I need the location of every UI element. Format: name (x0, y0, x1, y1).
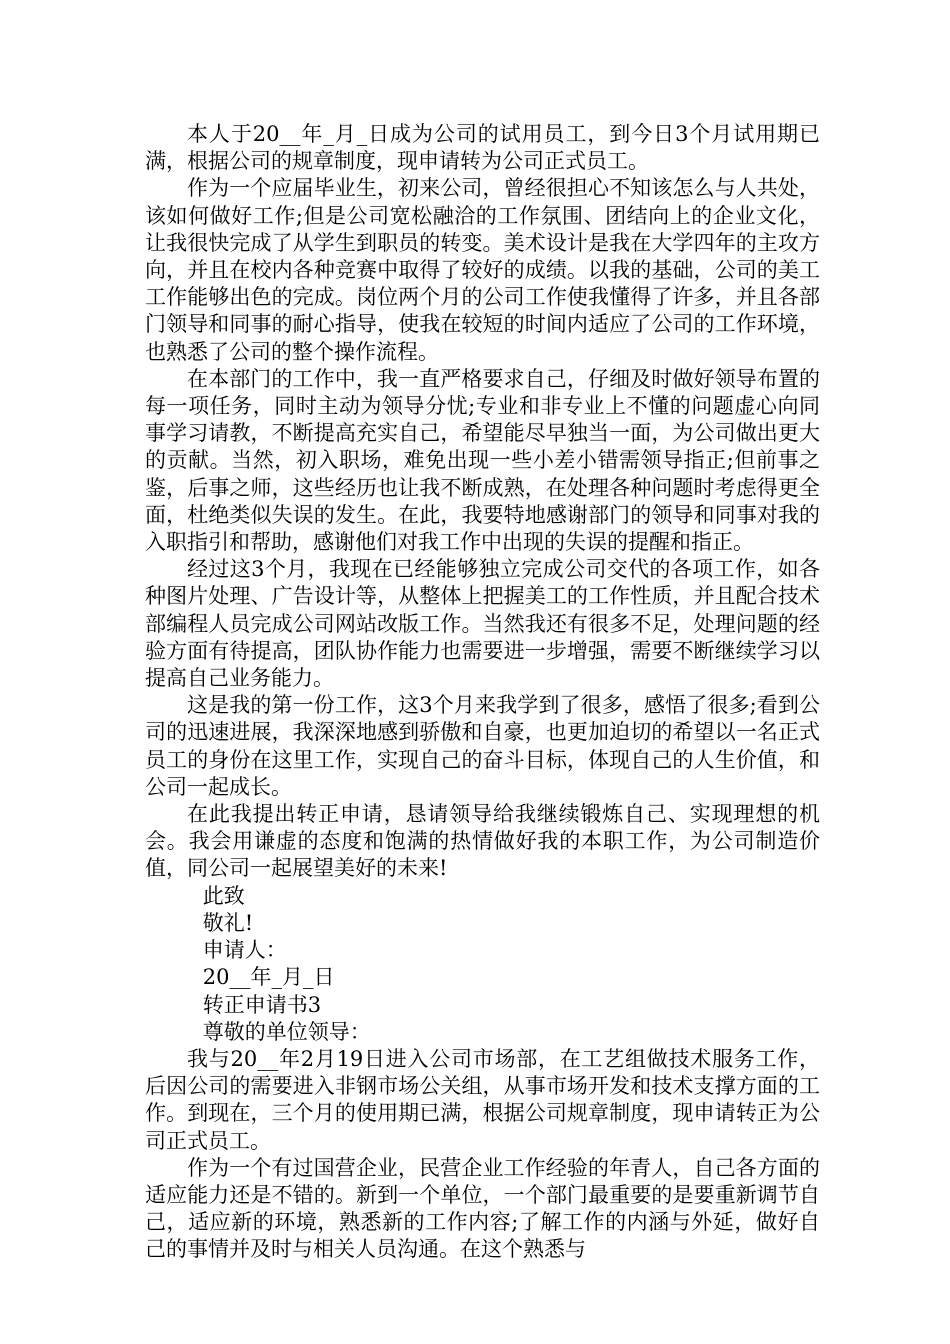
section-heading: 转正申请书3 (202, 992, 322, 1017)
paragraph-market-department: 我与20__年2月19日进入公司市场部，在工艺组做技术服务工作，后因公司的需要进入非钢市场公关组，从事市场开发和技术支撑方面的工作。到现在，三个月的使用期已满，根据公司规章制度，现申请转正为公司正式员工。 (145, 1046, 820, 1153)
paragraph-department-work: 在本部门的工作中，我一直严格要求自己，仔细及时做好领导布置的每一项任务，同时主动为领导分忧;专业和非专业上不懂的问题虚心向同事学习请教，不断提高充实自己，希望能尽早独当一面，为公司做出更大的贡献。当然，初入职场，难免出现一些小差小错需领导指正;但前事之鉴，后事之师，这些经历也让我不断成熟，在处理各种问题时考虑得更全面，杜绝类似失误的发生。在此，我要特地感谢部门的领导和同事对我的入职指引和帮助，感谢他们对我工作中出现的失误的提醒和指正。 (145, 366, 820, 555)
paragraph-achievements: 经过这3个月，我现在已经能够独立完成公司交代的各项工作，如各种图片处理、广告设计等，从整体上把握美工的工作性质，并且配合技术部编程人员完成公司网站改版工作。当然我还有很多不足，处理问题的经验方面有待提高，团队协作能力也需要进一步增强，需要不断继续学习以提高自己业务能力。 (145, 557, 820, 691)
paragraph-adaptation: 作为一个应届毕业生，初来公司，曾经很担心不知该怎么与人共处，该如何做好工作;但是公司宽松融洽的工作氛围、团结向上的企业文化，让我很快完成了从学生到职员的转变。美术设计是我在大学四年的主攻方向，并且在校内各种竞赛中取得了较好的成绩。以我的基础，公司的美工工作能够出色的完成。岗位两个月的公司工作使我懂得了许多，并且各部门领导和同事的耐心指导，使我在较短的时间内适应了公司的工作环境，也熟悉了公司的整个操作流程。 (145, 176, 820, 364)
document-body (145, 121, 820, 1264)
greeting: 尊敬的单位领导： (202, 1019, 371, 1044)
date-line: 20__年_月_日 (202, 965, 335, 990)
applicant-label: 申请人： (202, 938, 287, 963)
paragraph-experience: 作为一个有过国营企业，民营企业工作经验的年青人，自己各方面的适应能力还是不错的。新到一个单位，一个部门最重要的是要重新调节自己，适应新的环境，熟悉新的工作内容;了解工作的内涵与外延，做好自己的事情并及时与相关人员沟通。在这个熟悉与 (145, 1155, 820, 1262)
closing-regards: 敬礼! (202, 910, 254, 935)
paragraph-first-job: 这是我的第一份工作，这3个月来我学到了很多，感悟了很多;看到公司的迅速进展，我深深地感到骄傲和自豪，也更加迫切的希望以一名正式员工的身份在这里工作，实现自己的奋斗目标，体现自己的人生价值，和公司一起成长。 (145, 693, 820, 799)
paragraph-request: 在此我提出转正申请，恳请领导给我继续锻炼自己、实现理想的机会。我会用谦虚的态度和饱满的热情做好我的本职工作，为公司制造价值，同公司一起展望美好的未来! (145, 802, 820, 881)
paragraph-probation-complete: 本人于20__年_月_日成为公司的试用员工，到今日3个月试用期已满，根据公司的规章制度，现申请转为公司正式员工。 (145, 122, 820, 174)
closing-salutation: 此致 (202, 883, 245, 908)
